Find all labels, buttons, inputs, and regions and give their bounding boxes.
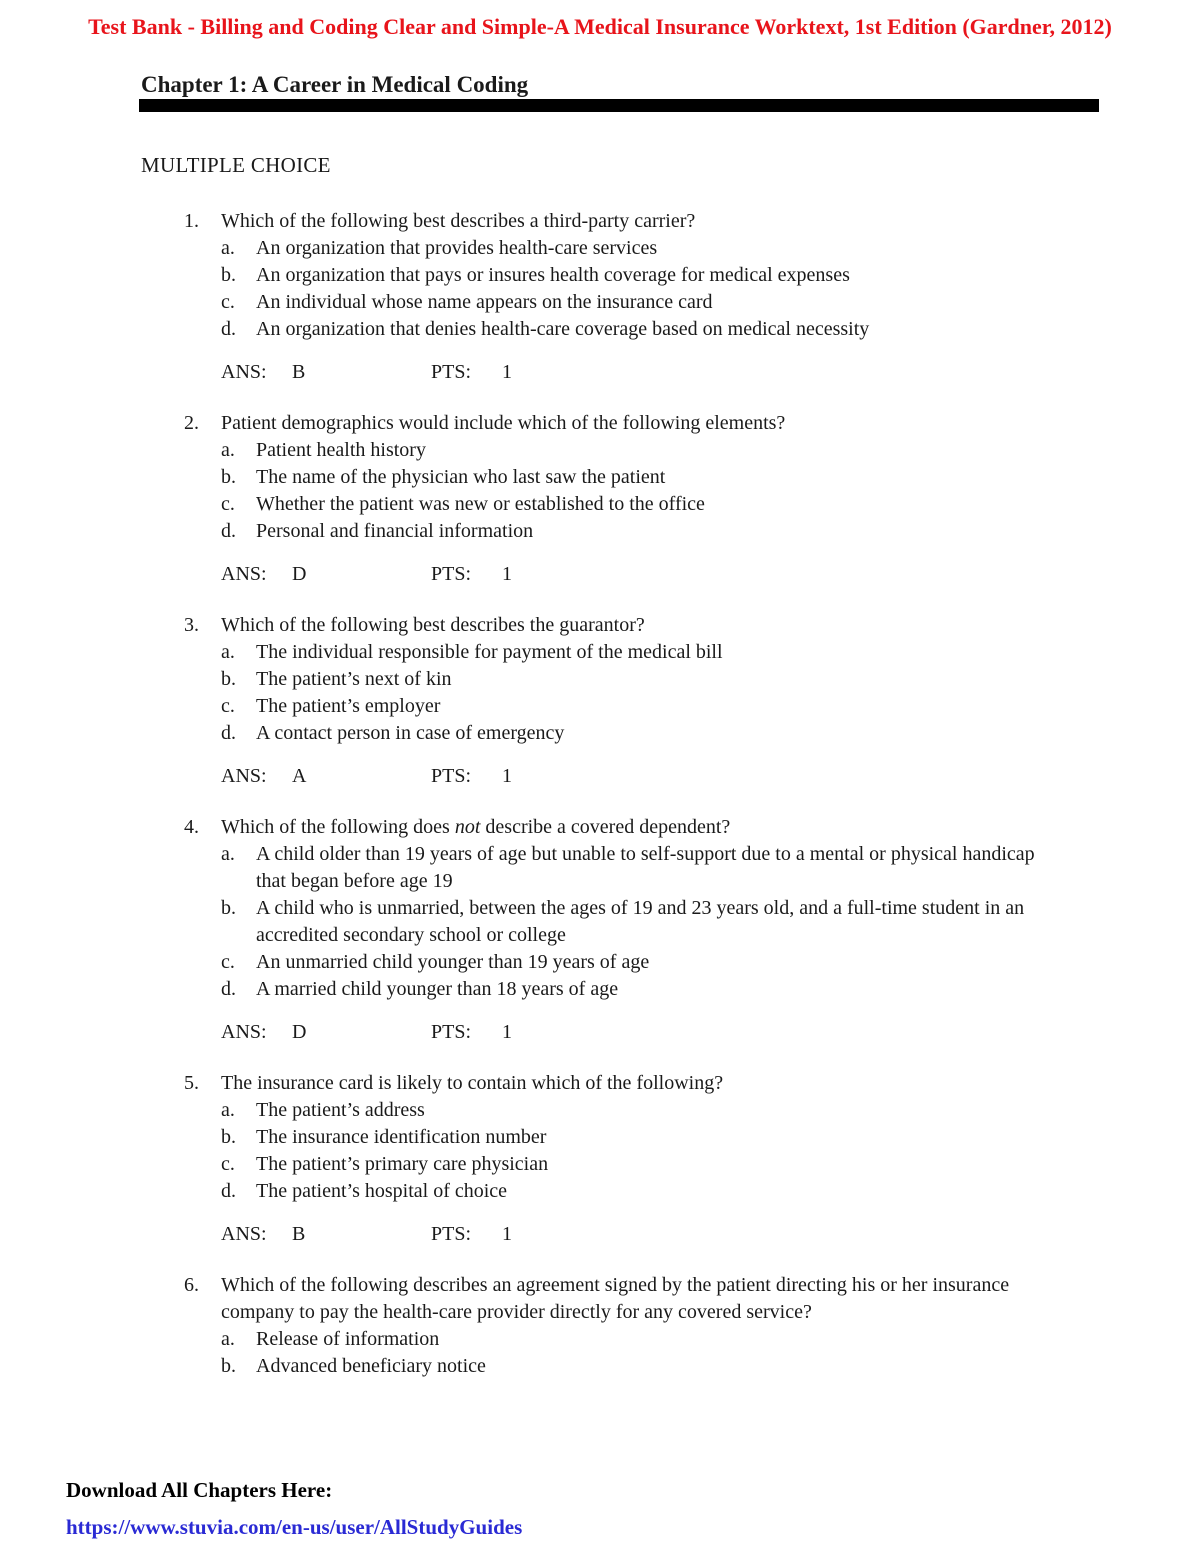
answer-option — [0, 895, 1200, 949]
option-text: The patient’s hospital of choice — [256, 1180, 508, 1202]
points-label: PTS: — [431, 563, 472, 585]
option-letter: a. — [221, 1099, 235, 1121]
answer-option — [0, 235, 1200, 262]
answer-option — [0, 1097, 1200, 1124]
option-text: The individual responsible for payment of the medical bill — [256, 641, 723, 663]
question-1 — [0, 208, 1200, 386]
question-text: Which of the following best describes the guarantor? — [221, 614, 645, 636]
answer-option — [0, 693, 1200, 720]
option-letter: c. — [221, 951, 235, 973]
answer-key-row — [0, 763, 1200, 790]
points-value: 1 — [502, 361, 512, 383]
option-text: The patient’s primary care physician — [256, 1153, 549, 1175]
option-text: The insurance identification number — [256, 1126, 547, 1148]
option-letter: b. — [221, 668, 236, 690]
option-letter: c. — [221, 695, 235, 717]
question-number: 1. — [184, 210, 199, 232]
option-text: Advanced beneficiary notice — [256, 1355, 486, 1377]
points-value: 1 — [502, 1223, 512, 1245]
option-letter: c. — [221, 493, 235, 515]
answer-option — [0, 262, 1200, 289]
option-letter: b. — [221, 1126, 236, 1148]
option-letter: d. — [221, 722, 236, 744]
option-text: Patient health history — [256, 439, 426, 461]
question-list — [0, 208, 1200, 1404]
option-letter: a. — [221, 843, 235, 865]
option-letter: b. — [221, 264, 236, 286]
question-6 — [0, 1272, 1200, 1380]
option-text: The patient’s employer — [256, 695, 441, 717]
option-text: A contact person in case of emergency — [256, 722, 565, 744]
answer-option — [0, 976, 1200, 1003]
answer-value: B — [292, 1223, 306, 1245]
option-text: Whether the patient was new or established to the office — [256, 493, 705, 515]
answer-option — [0, 720, 1200, 747]
download-footer — [66, 1478, 522, 1540]
question-text: Which of the following best describes a third-party carrier? — [221, 210, 696, 232]
option-text: A child who is unmarried, between the ages of 19 and 23 years old, and a full-time student in an accredited secondary school or college — [256, 897, 1025, 946]
option-text: The name of the physician who last saw the patient — [256, 466, 666, 488]
option-letter: d. — [221, 520, 236, 542]
question-2 — [0, 410, 1200, 588]
option-text: Personal and financial information — [256, 520, 534, 542]
answer-option — [0, 1151, 1200, 1178]
question-text-emphasis: not — [454, 816, 481, 838]
option-text: The patient’s next of kin — [256, 668, 452, 690]
option-text: A married child younger than 18 years of age — [256, 978, 619, 1000]
answer-label: ANS: — [221, 1223, 267, 1245]
option-letter: a. — [221, 439, 235, 461]
document-banner: Test Bank - Billing and Coding Clear and Simple-A Medical Insurance Worktext, 1st Edition (Gardner, 2012) — [88, 14, 1112, 39]
question-text: Patient demographics would include which of the following elements? — [221, 412, 786, 434]
download-heading: Download All Chapters Here: — [66, 1478, 333, 1502]
answer-key-row — [0, 359, 1200, 386]
question-text: The insurance card is likely to contain which of the following? — [221, 1072, 724, 1094]
answer-key-row — [0, 561, 1200, 588]
points-label: PTS: — [431, 1021, 472, 1043]
chapter-divider — [139, 99, 1099, 112]
points-value: 1 — [502, 1021, 512, 1043]
answer-option — [0, 289, 1200, 316]
option-letter: c. — [221, 291, 235, 313]
answer-option — [0, 1353, 1200, 1380]
option-letter: a. — [221, 237, 235, 259]
option-letter: b. — [221, 466, 236, 488]
answer-label: ANS: — [221, 765, 267, 787]
option-text: Release of information — [256, 1328, 440, 1350]
option-letter: c. — [221, 1153, 235, 1175]
points-value: 1 — [502, 765, 512, 787]
question-4 — [0, 814, 1200, 1046]
answer-key-row — [0, 1221, 1200, 1248]
question-number: 6. — [184, 1274, 199, 1296]
option-letter: a. — [221, 641, 235, 663]
option-text: An organization that provides health-care services — [256, 237, 658, 259]
question-text — [221, 814, 1071, 841]
question-number: 3. — [184, 614, 199, 636]
download-link[interactable]: https://www.stuvia.com/en-us/user/AllStudyGuides — [66, 1515, 523, 1539]
option-text: The patient’s address — [256, 1099, 425, 1121]
answer-value: D — [292, 1021, 307, 1043]
answer-option — [0, 491, 1200, 518]
option-text: An unmarried child younger than 19 years of age — [256, 951, 650, 973]
answer-value: D — [292, 563, 307, 585]
question-5 — [0, 1070, 1200, 1248]
answer-option — [0, 437, 1200, 464]
answer-option — [0, 1326, 1200, 1353]
answer-label: ANS: — [221, 563, 267, 585]
answer-option — [0, 1178, 1200, 1205]
option-text: An individual whose name appears on the insurance card — [256, 291, 713, 313]
answer-option — [0, 949, 1200, 976]
answer-label: ANS: — [221, 361, 267, 383]
answer-value: B — [292, 361, 306, 383]
points-label: PTS: — [431, 361, 472, 383]
question-number: 2. — [184, 412, 199, 434]
option-text: A child older than 19 years of age but unable to self-support due to a mental or physical handicap that began before age 19 — [256, 843, 1035, 892]
points-label: PTS: — [431, 1223, 472, 1245]
option-letter: d. — [221, 1180, 236, 1202]
answer-option — [0, 666, 1200, 693]
question-text-end: describe a covered dependent? — [480, 816, 731, 838]
question-3 — [0, 612, 1200, 790]
option-letter: d. — [221, 318, 236, 340]
answer-option — [0, 841, 1200, 895]
answer-option — [0, 464, 1200, 491]
answer-option — [0, 1124, 1200, 1151]
answer-option — [0, 316, 1200, 343]
option-text: An organization that denies health-care coverage based on medical necessity — [256, 318, 870, 340]
option-letter: b. — [221, 897, 236, 919]
chapter-title: Chapter 1: A Career in Medical Coding — [141, 72, 529, 97]
answer-option — [0, 518, 1200, 545]
section-heading: MULTIPLE CHOICE — [141, 153, 331, 177]
question-text-start: Which of the following does — [221, 816, 455, 838]
question-number: 4. — [184, 816, 199, 838]
points-label: PTS: — [431, 765, 472, 787]
answer-option — [0, 639, 1200, 666]
option-letter: a. — [221, 1328, 235, 1350]
answer-label: ANS: — [221, 1021, 267, 1043]
question-number: 5. — [184, 1072, 199, 1094]
option-letter: d. — [221, 978, 236, 1000]
answer-value: A — [292, 765, 307, 787]
answer-key-row — [0, 1019, 1200, 1046]
question-text: Which of the following describes an agreement signed by the patient directing his or her insurance company to pay the health-care provider directly for any covered service? — [221, 1274, 1010, 1323]
points-value: 1 — [502, 563, 512, 585]
option-letter: b. — [221, 1355, 236, 1377]
option-text: An organization that pays or insures health coverage for medical expenses — [256, 264, 850, 286]
